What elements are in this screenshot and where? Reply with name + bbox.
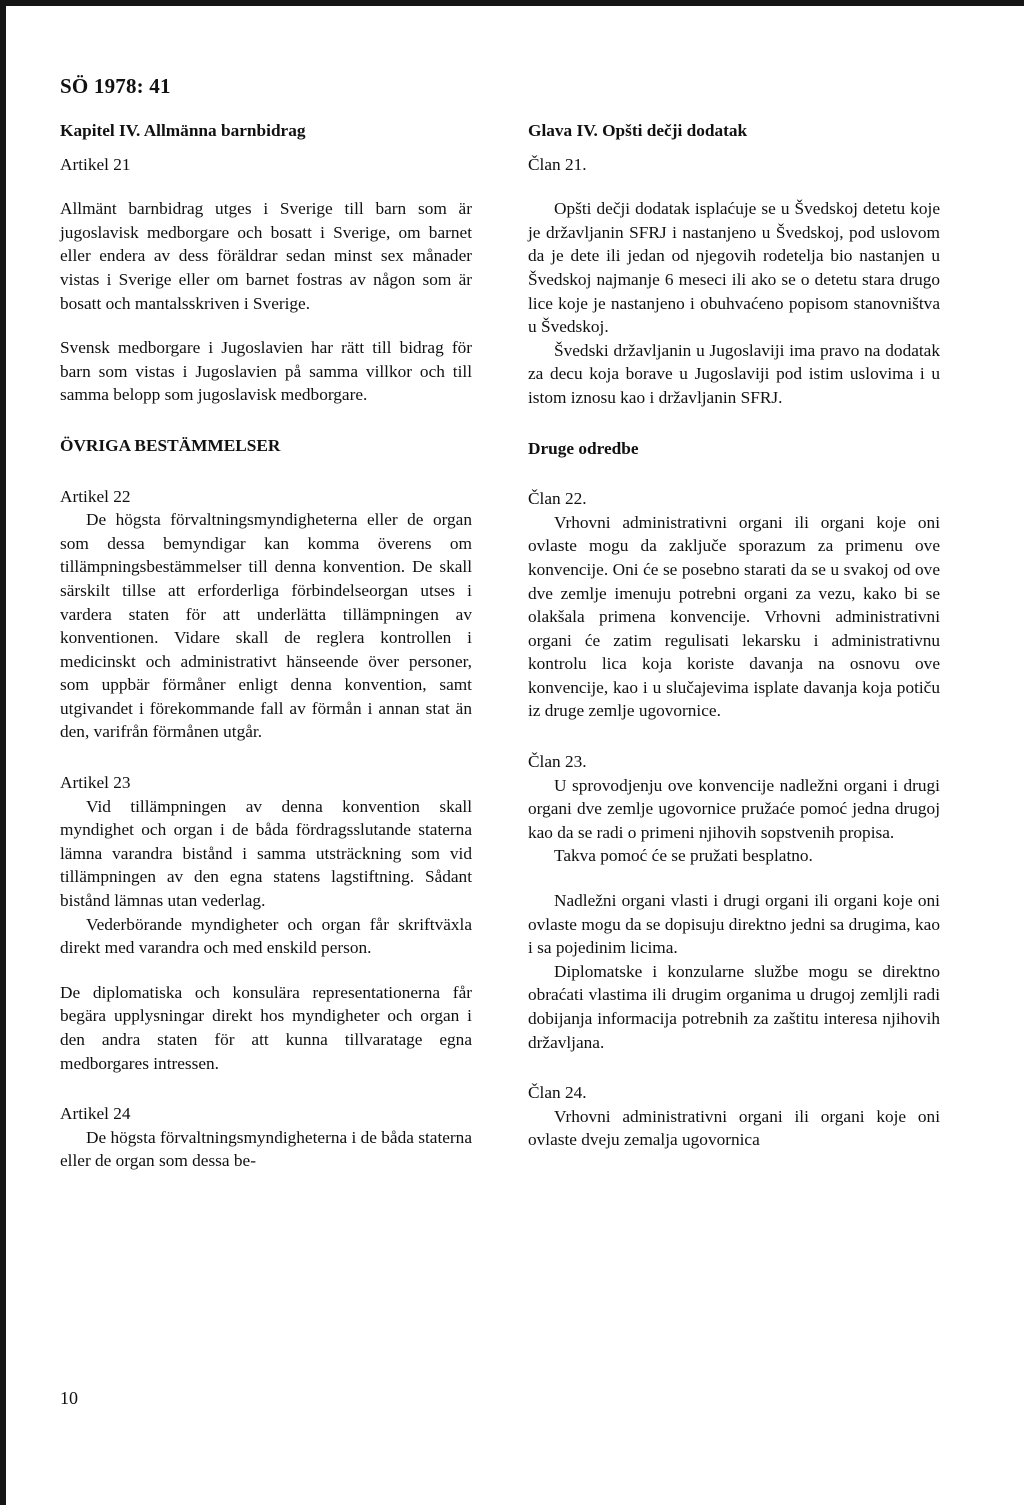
article-24-label-sv: Artikel 24 bbox=[60, 1104, 131, 1124]
article-23-paragraph-1-sv: Vid tillämpningen av denna konvention skall myndighet och organ i de båda fördragsslutande staterna lämna varandra bistånd i samma utsträckning som vid tillämpningen av den egna statens lagstiftning. Sådant bistånd lämnas utan vederlag. bbox=[60, 796, 472, 911]
article-21-paragraph-2-sr: Švedski državljanin u Jugoslaviji ima pravo na dodatak za decu koja borave u Jugoslaviji pod istim uslovima i u istom iznosu kao i državljanin SFRJ. bbox=[528, 340, 940, 407]
section-title-sv: ÖVRIGA BESTÄMMELSER bbox=[60, 435, 281, 455]
serbocroatian-column bbox=[528, 119, 940, 1152]
article-24-label-sr: Član 24. bbox=[528, 1083, 587, 1103]
article-21-paragraph-1-sv: Allmänt barnbidrag utges i Sverige till barn som är jugoslavisk medborgare och bosatt i Sverige, om barnet eller endera av dess föräldrar sedan minst sex månader vistas i Sverige eller om barnet fostras av någon som är bosatt och mantalsskriven i Sverige. bbox=[60, 199, 472, 313]
article-23-paragraph-3-sr: Nadležni organi vlasti i drugi organi ili organi koje oni ovlaste mogu da se dopisuju direktno jedni sa drugima, kao i sa pojedinim licima. bbox=[528, 891, 940, 958]
section-title-sr: Druge odredbe bbox=[528, 438, 639, 458]
article-21-paragraph-2-sv: Svensk medborgare i Jugoslavien har rätt till bidrag för barn som vistas i Jugoslavien på samma villkor och till samma belopp som jugoslavisk medborgare. bbox=[60, 338, 472, 405]
article-23-paragraph-1-sr: U sprovodjenju ove konvencije nadležni organi i drugi organi dve zemlje ugovornice pružaće pomoć jedna drugoj kao da se radi o primeni njihovih sopstvenih propisa. bbox=[528, 775, 940, 842]
page-number: 10 bbox=[60, 1388, 78, 1408]
article-23-label-sr: Član 23. bbox=[528, 752, 587, 772]
article-23-label-sv: Artikel 23 bbox=[60, 773, 131, 793]
article-24-paragraph-1-sv: De högsta förvaltningsmyndigheterna i de båda staterna eller de organ som dessa be- bbox=[60, 1127, 472, 1171]
scan-border-left bbox=[0, 0, 6, 1505]
article-22-paragraph-1-sr: Vrhovni administrativni organi ili organi koje oni ovlaste mogu da zaključe sporazum za primenu ove konvencije. Oni će se posebno starati da se u svakoj od ove dve zemlje imenuju potrebni organi za vezu, kako bi se olakšala primena konvencije. Vrhovni administrativni organi će zatim regulisati lekarsku i administrativnu kontrolu lica koja koriste davanja na osnovu ove konvencije, kao i u slučajevima isplate davanja koja potiču iz druge zemlje ugovornice. bbox=[528, 512, 940, 721]
article-23-paragraph-2-sv: Vederbörande myndigheter och organ får skriftväxla direkt med varandra och med enskild person. bbox=[60, 914, 472, 958]
article-22-label-sr: Član 22. bbox=[528, 489, 587, 509]
article-23-paragraph-3-sv: De diplomatiska och konsulära representationerna får begära upplysningar direkt hos myndigheter och organ i den andra staten för att kunna tillvaratage egna medborgares intressen. bbox=[60, 982, 472, 1073]
chapter-title-sv: Kapitel IV. Allmänna barnbidrag bbox=[60, 121, 306, 140]
document-id: SÖ 1978: 41 bbox=[60, 74, 171, 98]
article-21-label-sr: Član 21. bbox=[528, 154, 587, 174]
article-22-label-sv: Artikel 22 bbox=[60, 486, 131, 506]
article-21-paragraph-1-sr: Opšti dečji dodatak isplaćuje se u Švedskoj detetu koje je državljanin SFRJ i nastanjeno u Švedskoj, pod uslovom da je dete ili jedan od njegovih rodetelja bio nastanjen u Švedskoj najmanje 6 meseci ili ako se o detetu stara drugo lice koje je nastanjeno i obuhvaćeno popisom stanovništva u Švedskoj. bbox=[528, 199, 940, 337]
article-21-label-sv: Artikel 21 bbox=[60, 154, 131, 174]
article-24-paragraph-1-sr: Vrhovni administrativni organi ili organi koje oni ovlaste dveju zemalja ugovornica bbox=[528, 1106, 940, 1150]
scan-border-top bbox=[0, 0, 1024, 6]
article-22-paragraph-1-sv: De högsta förvaltningsmyndigheterna eller de organ som dessa bemyndigar kan komma överens om tillämpningsbestämmelser till denna konvention. De skall särskilt tillse att erforderliga förbindelseorgan utses i vardera staten för att underlätta tillämpningen av konventionen. Vidare skall de reglera kontrollen i medicinskt och administrativt hänseende över personer, som uppbär förmåner enligt denna konvention, samt utgivandet i förekommande fall av förmån i annan stat än den, varifrån förmånen utgår. bbox=[60, 510, 472, 742]
article-23-paragraph-2-sr: Takva pomoć će se pružati besplatno. bbox=[554, 846, 813, 866]
chapter-title-sr: Glava IV. Opšti dečji dodatak bbox=[528, 121, 748, 140]
article-23-paragraph-4-sr: Diplomatske i konzularne službe mogu se direktno obraćati vlastima ili drugim organima u drugoj zemljli radi dobijanja informacija potrebnih za zaštitu interesa njihovih državljana. bbox=[528, 961, 940, 1052]
swedish-column bbox=[60, 119, 472, 1173]
